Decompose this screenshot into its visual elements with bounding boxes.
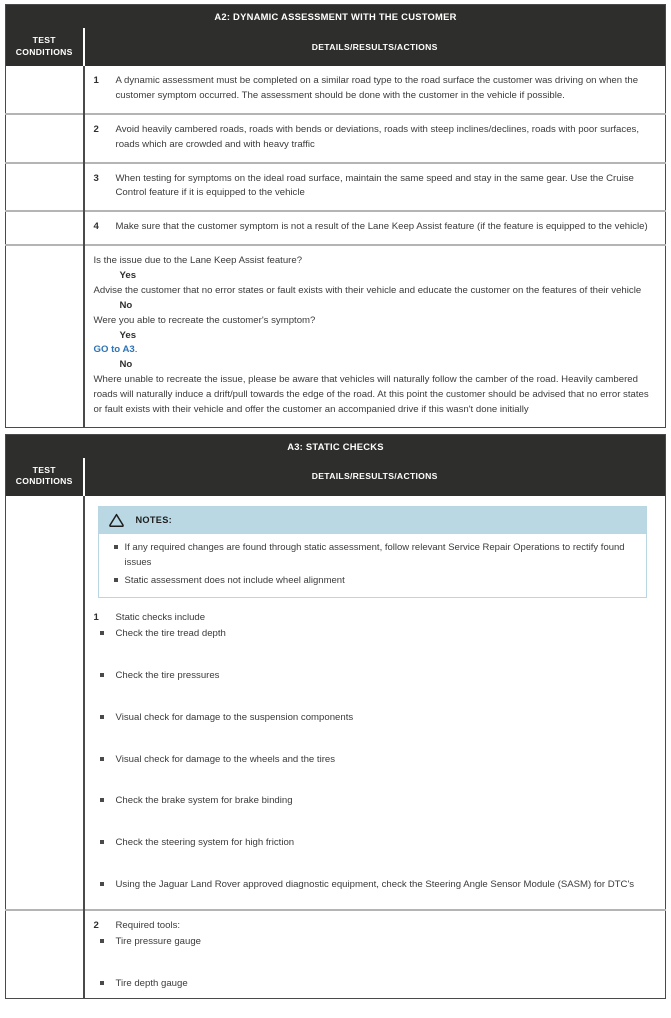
goto-suffix: . (134, 344, 138, 356)
details-cell (84, 910, 666, 998)
notes-body (99, 534, 647, 597)
details-cell-decision (84, 245, 666, 427)
bullet-wrap (94, 669, 116, 684)
bullet-wrap (94, 753, 116, 768)
test-conditions-cell (6, 114, 84, 163)
notes-label: NOTES: (135, 515, 173, 526)
list-item-text: Visual check for damage to the wheels and the tires (115, 753, 336, 765)
column-header-test-conditions-line2: CONDITIONS (15, 476, 73, 487)
list-item (94, 753, 652, 768)
decision-answer-no-2: No (119, 359, 133, 371)
step-text: When testing for symptoms on the ideal road surface, maintain the same speed and stay in the same gear. Use the Cruise Control feature if it is equipped to the vehicle (115, 172, 634, 199)
details-cell (84, 163, 666, 212)
decision-action-yes-1: Advise the customer that no error states or fault exists with their vehicle and educate the customer on the features of their vehicle (93, 284, 642, 296)
decision-block (94, 254, 652, 417)
test-conditions-cell (6, 245, 84, 427)
details-cell (84, 114, 666, 163)
bullet-wrap (109, 541, 125, 556)
table-row (6, 114, 666, 163)
decision-question-2: Were you able to recreate the customer's symptom? (93, 314, 316, 326)
note-item (109, 572, 637, 591)
bullet-wrap (94, 711, 116, 726)
list-item (94, 836, 652, 851)
details-cell (84, 496, 666, 910)
square-bullet-icon (100, 981, 104, 985)
notes-header (99, 507, 647, 534)
list-item-text: Using the Jaguar Land Rover approved diagnostic equipment, check the Steering Angle Sensor Module (SASM) for DTC's (115, 879, 635, 891)
required-tools-list (94, 935, 652, 992)
square-bullet-icon (100, 840, 104, 844)
section-a3-title: A3: STATIC CHECKS (6, 434, 666, 458)
step-number: 2 (93, 123, 99, 135)
list-item (94, 935, 652, 950)
list-item (94, 711, 652, 726)
test-conditions-cell (6, 163, 84, 212)
step-text: Required tools: (115, 920, 181, 932)
section-a3-column-header-row (6, 458, 666, 496)
note-item-text: Static assessment does not include wheel alignment (124, 575, 345, 587)
goto-a3-link[interactable] (94, 344, 135, 355)
column-header-details: DETAILS/RESULTS/ACTIONS (84, 28, 666, 66)
column-header-test-conditions-line1: TEST (32, 464, 56, 475)
step-text: Make sure that the customer symptom is not a result of the Lane Keep Assist feature (if the feature is equipped to the vehicle) (115, 221, 648, 233)
details-cell (84, 66, 666, 114)
column-header-test-conditions-line2: CONDITIONS (15, 46, 73, 57)
square-bullet-icon (100, 757, 104, 761)
list-item (94, 794, 652, 809)
step-text: Static checks include (115, 612, 206, 624)
section-a2-table (5, 4, 666, 428)
table-row (6, 211, 666, 245)
test-conditions-cell (6, 910, 84, 998)
list-item (94, 878, 652, 893)
bullet-wrap (94, 935, 116, 950)
square-bullet-icon (100, 715, 104, 719)
list-item-text: Check the tire pressures (115, 669, 220, 681)
list-item-text: Check the tire tread depth (115, 628, 226, 639)
test-conditions-cell (6, 66, 84, 114)
list-item-text: Visual check for damage to the suspension components (115, 711, 354, 723)
step-number: 4 (93, 221, 99, 233)
note-triangle-icon (108, 513, 125, 528)
section-a3-header-row (6, 434, 666, 458)
decision-answer-no-1: No (119, 299, 133, 311)
list-item (94, 627, 652, 642)
details-cell (84, 211, 666, 245)
goto-target: A3 (122, 344, 135, 356)
section-a3-table (5, 434, 666, 999)
column-header-details: DETAILS/RESULTS/ACTIONS (84, 458, 666, 496)
column-header-test-conditions-line1: TEST (32, 35, 56, 45)
square-bullet-icon (114, 578, 118, 582)
decision-question-1: Is the issue due to the Lane Keep Assist feature? (93, 255, 303, 267)
bullet-wrap (94, 977, 116, 992)
decision-action-no-2: Where unable to recreate the issue, please be aware that vehicles will naturally follow the camber of the road. Heavily cambered roads will naturally induce a drift/pull towards the edge of the road. At this point the customer should be advised that no error states or fault exists with their vehicle and offer the customer an accompanied drive if this wasn't done initially (93, 374, 649, 415)
bullet-wrap (94, 794, 116, 809)
decision-answer-yes-2: Yes (119, 329, 137, 341)
square-bullet-icon (100, 939, 104, 943)
table-row (6, 66, 666, 114)
procedure-step (94, 74, 652, 104)
procedure-step (94, 611, 652, 626)
procedure-step (94, 123, 652, 153)
step-number: 1 (93, 75, 99, 87)
step-number: 2 (93, 920, 99, 932)
procedure-step (94, 172, 652, 202)
table-row (6, 163, 666, 212)
step-number: 1 (93, 612, 99, 624)
square-bullet-icon (100, 798, 104, 802)
step-number: 3 (93, 172, 99, 184)
note-item-text: If any required changes are found through static assessment, follow relevant Service Repair Operations to rectify found issues (124, 541, 625, 568)
decision-answer-yes-1: Yes (119, 270, 137, 282)
procedure-step (94, 919, 652, 934)
section-a2-title: A2: DYNAMIC ASSESSMENT WITH THE CUSTOMER (6, 5, 666, 29)
step-text: A dynamic assessment must be completed on a similar road type to the road surface the customer was driving on when the customer symptom occurred. The assessment should be done with the customer in the vehicle if possible. (115, 75, 639, 102)
notes-callout (98, 506, 648, 598)
list-item (94, 669, 652, 684)
bullet-wrap (94, 836, 116, 851)
square-bullet-icon (114, 545, 118, 549)
note-item (109, 539, 637, 572)
list-item-text: Tire pressure gauge (115, 935, 202, 947)
section-a2-column-header-row (6, 28, 666, 66)
square-bullet-icon (100, 673, 104, 677)
square-bullet-icon (100, 631, 104, 635)
bullet-wrap (94, 878, 116, 893)
goto-prefix: GO to (93, 344, 121, 356)
table-row-required-tools (6, 910, 666, 998)
section-a2-header-row (6, 5, 666, 29)
test-conditions-cell (6, 211, 84, 245)
column-header-test-conditions (6, 28, 84, 66)
list-item-text: Check the brake system for brake binding (115, 795, 293, 807)
table-row-static-checks (6, 496, 666, 910)
list-item-text: Tire depth gauge (115, 977, 188, 989)
step-text: Avoid heavily cambered roads, roads with bends or deviations, roads with steep inclines/declines, roads with poor surfaces, roads which are crowded and with heavy traffic (115, 123, 639, 150)
table-row-decision (6, 245, 666, 427)
test-conditions-cell (6, 496, 84, 910)
static-checks-list (94, 627, 652, 893)
list-item-text: Check the steering system for high friction (115, 837, 295, 849)
square-bullet-icon (100, 882, 104, 886)
list-item (94, 977, 652, 992)
column-header-test-conditions (6, 458, 84, 496)
bullet-wrap (109, 574, 125, 589)
procedure-step (94, 220, 652, 235)
bullet-wrap (94, 627, 116, 642)
goto-line (94, 343, 652, 358)
